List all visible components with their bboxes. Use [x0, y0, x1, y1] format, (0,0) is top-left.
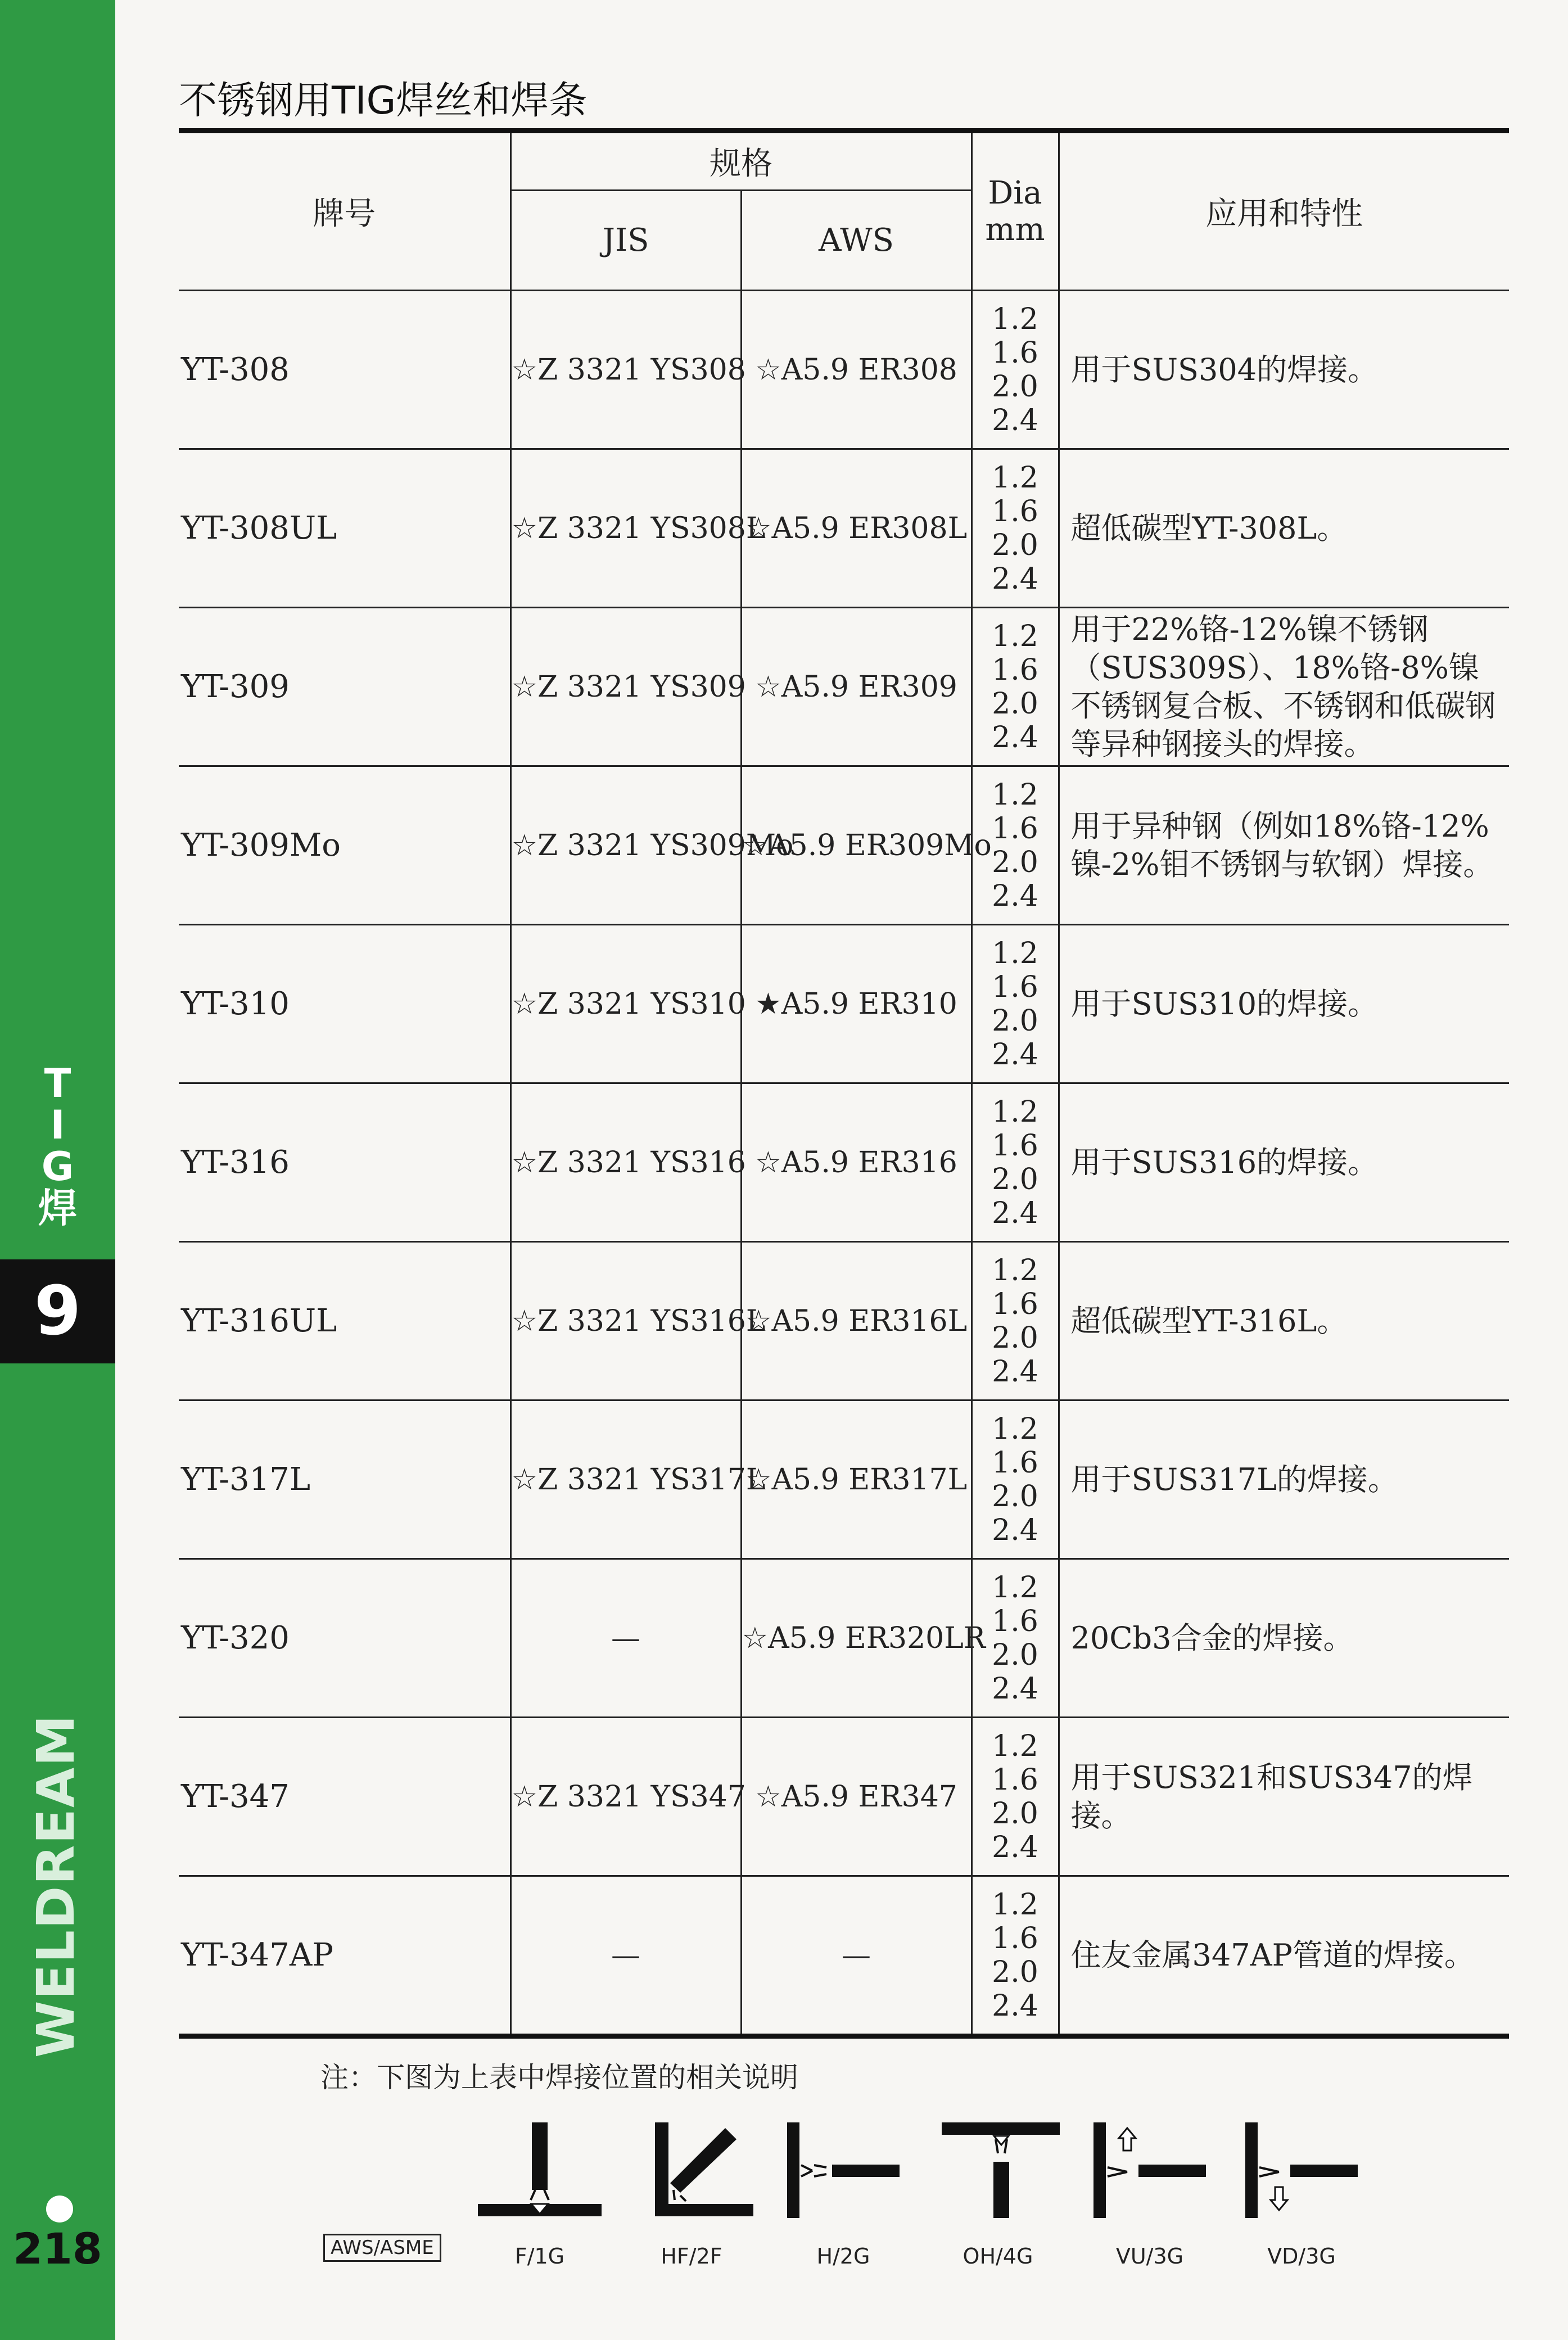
cell-diameter: 1.2 1.6 2.0 2.4: [971, 1718, 1059, 1876]
position-hf2f: [624, 2111, 759, 2269]
sidebar: [0, 0, 115, 2340]
cell-brand: YT-308: [179, 291, 510, 449]
cell-jis: ☆Z 3321 YS317L: [510, 1401, 741, 1559]
position-h2g: [776, 2111, 911, 2269]
position-f1g: [472, 2111, 607, 2269]
table-row: [179, 766, 1509, 925]
cell-usage: 用于SUS310的焊接。: [1059, 925, 1509, 1083]
position-oh4g: [930, 2111, 1065, 2269]
cell-aws: ☆A5.9 ER320LR: [741, 1559, 971, 1718]
cell-jis: ☆Z 3321 YS316L: [510, 1242, 741, 1401]
header-dia-unit: mm: [985, 211, 1045, 248]
cell-diameter: 1.2 1.6 2.0 2.4: [971, 608, 1059, 766]
horizontal-position-icon: [776, 2111, 911, 2235]
cell-aws: ☆A5.9 ER316L: [741, 1242, 971, 1401]
cell-brand: YT-310: [179, 925, 510, 1083]
cell-jis: ☆Z 3321 YS308: [510, 291, 741, 449]
chapter-number: 9: [0, 1259, 115, 1363]
table-row: [179, 1242, 1509, 1401]
cell-diameter: 1.2 1.6 2.0 2.4: [971, 1083, 1059, 1242]
position-label: VU/3G: [1115, 2244, 1184, 2269]
table-row: [179, 925, 1509, 1083]
cell-diameter: 1.2 1.6 2.0 2.4: [971, 291, 1059, 449]
spec-table: [179, 128, 1509, 2039]
vertical-down-icon: [1234, 2111, 1369, 2235]
table-row: [179, 291, 1509, 449]
cell-aws: ☆A5.9 ER309Mo: [741, 766, 971, 925]
cell-aws: ★A5.9 ER310: [741, 925, 971, 1083]
header-dia: [971, 131, 1059, 291]
cell-brand: YT-347AP: [179, 1876, 510, 2036]
cell-brand: YT-309: [179, 608, 510, 766]
cell-jis: ☆Z 3321 YS308L: [510, 449, 741, 608]
standard-label: AWS/ASME: [323, 2234, 441, 2262]
table-body: [179, 291, 1509, 2036]
position-label: OH/4G: [963, 2244, 1033, 2269]
cell-usage: 超低碳型YT-308L。: [1059, 449, 1509, 608]
page-dot-icon: [46, 2196, 73, 2222]
cell-usage: 用于SUS304的焊接。: [1059, 291, 1509, 449]
position-vu3g: [1082, 2111, 1217, 2269]
cell-diameter: 1.2 1.6 2.0 2.4: [971, 1876, 1059, 2036]
horizontal-fillet-icon: [624, 2111, 759, 2235]
cell-brand: YT-347: [179, 1718, 510, 1876]
section-char: I: [50, 1102, 65, 1148]
cell-jis: ☆Z 3321 YS347: [510, 1718, 741, 1876]
header-aws: AWS: [741, 191, 971, 291]
table-row: [179, 449, 1509, 608]
cell-jis: ☆Z 3321 YS316: [510, 1083, 741, 1242]
brand-logo: WELDREAM: [26, 1714, 86, 2058]
cell-usage: 20Cb3合金的焊接。: [1059, 1559, 1509, 1718]
table-row: [179, 1718, 1509, 1876]
header-dia-label: Dia: [988, 175, 1042, 211]
position-label: F/1G: [514, 2244, 565, 2269]
cell-diameter: 1.2 1.6 2.0 2.4: [971, 1559, 1059, 1718]
overhead-position-icon: [930, 2111, 1065, 2235]
cell-usage: 用于SUS316的焊接。: [1059, 1083, 1509, 1242]
position-label: VD/3G: [1267, 2244, 1336, 2269]
cell-diameter: 1.2 1.6 2.0 2.4: [971, 449, 1059, 608]
page-title: 不锈钢用TIG焊丝和焊条: [179, 79, 588, 123]
cell-jis: —: [510, 1876, 741, 2036]
cell-diameter: 1.2 1.6 2.0 2.4: [971, 1242, 1059, 1401]
page-number: 218: [13, 2224, 102, 2274]
cell-aws: —: [741, 1876, 971, 2036]
header-usage: 应用和特性: [1059, 131, 1509, 291]
cell-usage: 用于22%铬-12%镍不锈钢（SUS309S）、18%铬-8%镍不锈钢复合板、不锈钢和低碳钢等异种钢接头的焊接。: [1059, 608, 1509, 766]
table-row: [179, 1401, 1509, 1559]
cell-aws: ☆A5.9 ER316: [741, 1083, 971, 1242]
cell-diameter: 1.2 1.6 2.0 2.4: [971, 1401, 1059, 1559]
cell-aws: ☆A5.9 ER309: [741, 608, 971, 766]
table-header-row: [179, 131, 1509, 191]
cell-usage: 超低碳型YT-316L。: [1059, 1242, 1509, 1401]
flat-position-icon: [472, 2111, 607, 2235]
cell-aws: ☆A5.9 ER347: [741, 1718, 971, 1876]
cell-aws: ☆A5.9 ER317L: [741, 1401, 971, 1559]
position-label: HF/2F: [661, 2244, 722, 2269]
cell-brand: YT-316: [179, 1083, 510, 1242]
position-label: H/2G: [816, 2244, 870, 2269]
section-label: [0, 1060, 115, 1231]
section-char: 焊: [38, 1185, 78, 1231]
table-row: [179, 1559, 1509, 1718]
cell-brand: YT-308UL: [179, 449, 510, 608]
cell-usage: 用于SUS321和SUS347的焊接。: [1059, 1718, 1509, 1876]
cell-brand: YT-316UL: [179, 1242, 510, 1401]
section-char: T: [44, 1060, 71, 1106]
cell-jis: ☆Z 3321 YS310: [510, 925, 741, 1083]
cell-usage: 住友金属347AP管道的焊接。: [1059, 1876, 1509, 2036]
vertical-up-icon: [1082, 2111, 1217, 2235]
cell-aws: ☆A5.9 ER308L: [741, 449, 971, 608]
table-row: [179, 608, 1509, 766]
cell-usage: 用于SUS317L的焊接。: [1059, 1401, 1509, 1559]
cell-jis: —: [510, 1559, 741, 1718]
cell-usage: 用于异种钢（例如18%铬-12%镍-2%钼不锈钢与软钢）焊接。: [1059, 766, 1509, 925]
cell-aws: ☆A5.9 ER308: [741, 291, 971, 449]
cell-brand: YT-309Mo: [179, 766, 510, 925]
cell-diameter: 1.2 1.6 2.0 2.4: [971, 925, 1059, 1083]
cell-diameter: 1.2 1.6 2.0 2.4: [971, 766, 1059, 925]
section-char: G: [41, 1144, 74, 1190]
header-brand: 牌号: [179, 131, 510, 291]
table-row: [179, 1876, 1509, 2036]
header-jis: JIS: [510, 191, 741, 291]
cell-jis: ☆Z 3321 YS309: [510, 608, 741, 766]
position-vd3g: [1234, 2111, 1369, 2269]
cell-brand: YT-317L: [179, 1401, 510, 1559]
footnote: 注：下图为上表中焊接位置的相关说明: [320, 2061, 798, 2094]
cell-jis: ☆Z 3321 YS309Mo: [510, 766, 741, 925]
table-row: [179, 1083, 1509, 1242]
cell-brand: YT-320: [179, 1559, 510, 1718]
header-spec: 规格: [510, 131, 971, 191]
